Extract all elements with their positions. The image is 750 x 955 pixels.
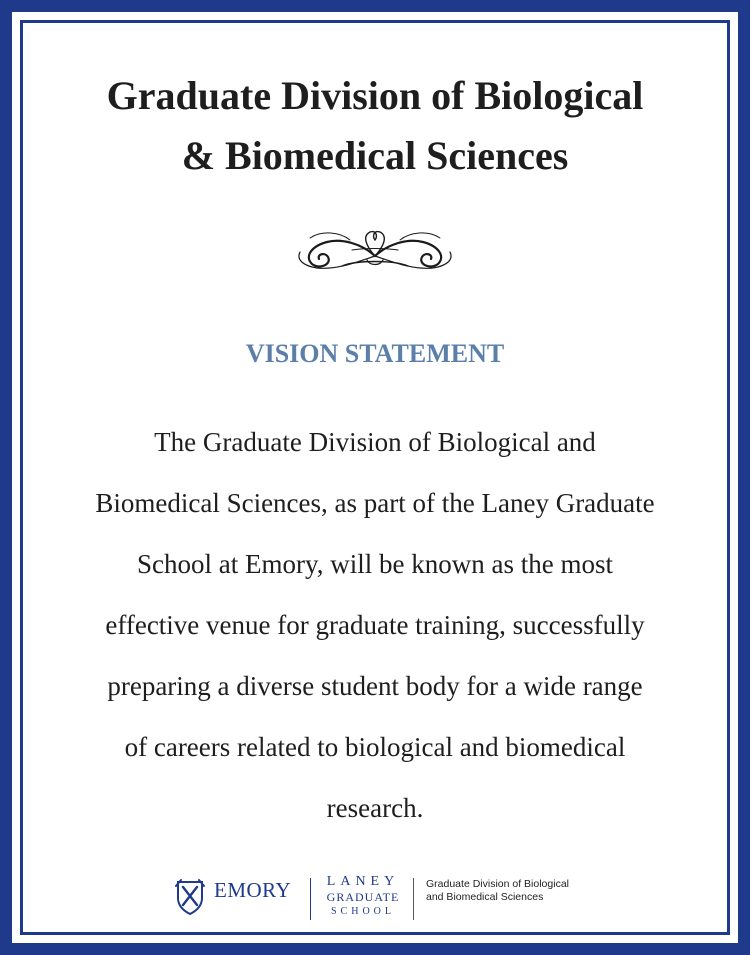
page-title	[40, 66, 710, 186]
statement-line: The Graduate Division of Biological and	[154, 427, 596, 457]
flourish-divider-icon	[292, 226, 458, 278]
statement-line: research.	[326, 793, 424, 823]
school-line: SCHOOL	[330, 906, 395, 917]
logo-divider	[413, 878, 414, 920]
statement-line: of careers related to biological and biomedical	[124, 732, 626, 762]
statement-line: effective venue for graduate training, successfully	[105, 610, 645, 640]
statement-line: Biomedical Sciences, as part of the Laney Graduate	[95, 488, 655, 518]
statement-line: preparing a diverse student body for a wide range	[107, 671, 643, 701]
logo-divider	[310, 878, 311, 920]
laney-graduate-school-wordmark	[320, 874, 406, 919]
division-name	[426, 878, 596, 904]
section-heading: VISION STATEMENT	[245, 339, 505, 368]
emory-wordmark: EMORY	[214, 878, 292, 902]
vision-statement	[40, 412, 710, 839]
title-line-1: Graduate Division of Biological	[106, 73, 644, 118]
graduate-line: GRADUATE	[326, 890, 400, 904]
title-line-2: & Biomedical Sciences	[181, 133, 569, 178]
laney-line: LANEY	[326, 874, 400, 889]
footer-logo	[170, 874, 590, 924]
statement-line: School at Emory, will be known as the most	[137, 549, 613, 579]
division-line-1: Graduate Division of Biological	[426, 878, 569, 890]
emory-shield-icon	[174, 878, 206, 916]
division-line-2: and Biomedical Sciences	[426, 891, 544, 903]
